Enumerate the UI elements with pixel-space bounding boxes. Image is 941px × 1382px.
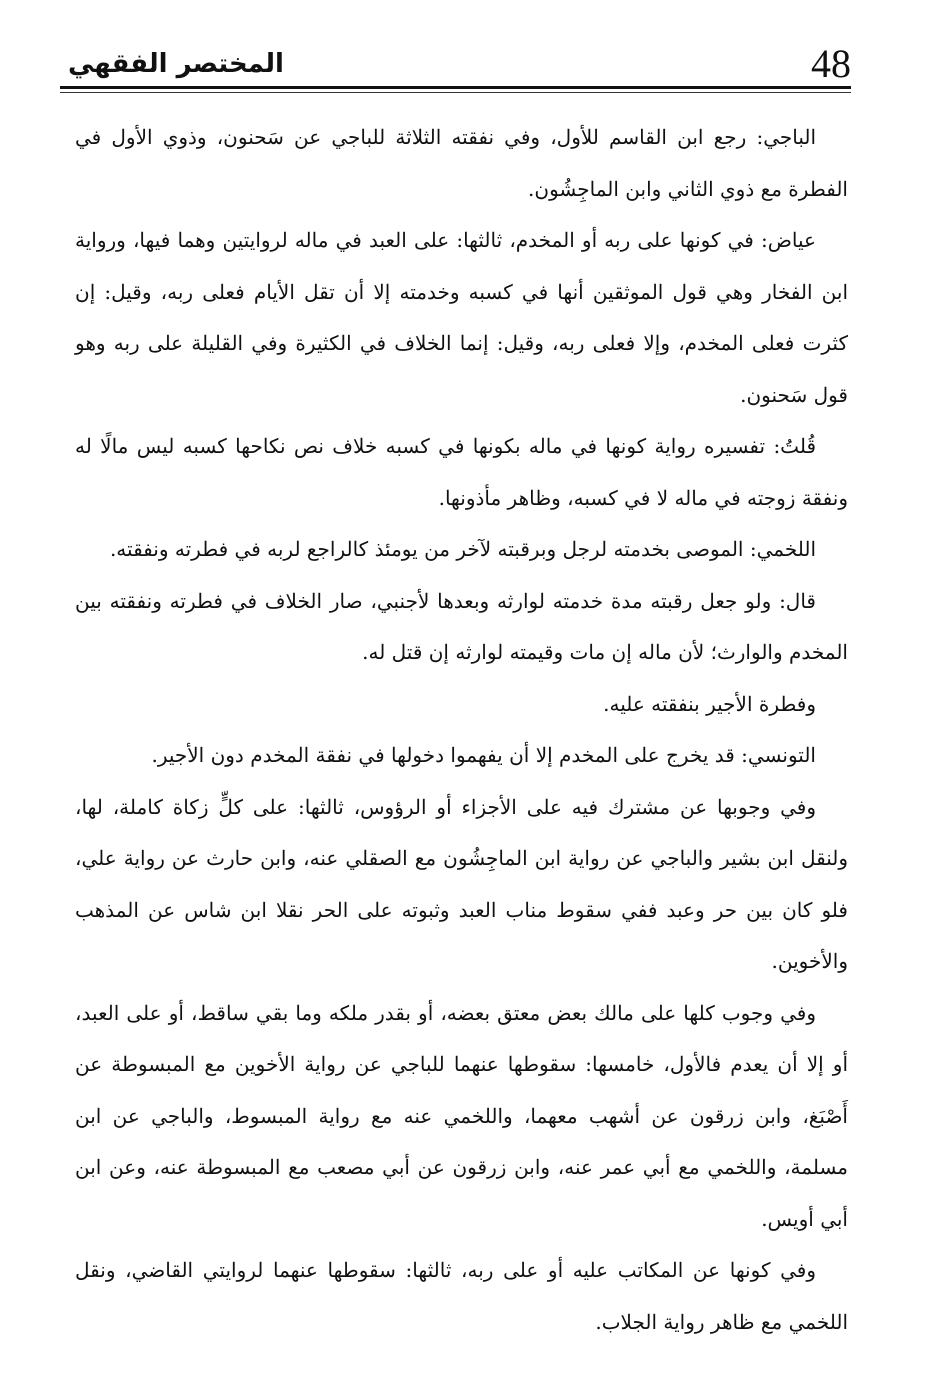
paragraph: اللخمي: الموصى بخدمته لرجل وبرقبته لآخر من يومئذ كالراجع لربه في فطرته ونفقته. (109, 537, 816, 561)
header-divider (60, 86, 851, 89)
paragraph: وفي وجوب كلها على مالك بعض معتق بعضه، أو بقدر ملكه وما بقي ساقط، أو على العبد، أو إلا أن يعدم فالأول، خامسها: سقوطها عنهما للباجي عن رواية الأخوين مع المبسوطة عن أَصْبَغ، وابن زرقون عن أشهب معهما، واللخمي عنه مع رواية المبسوط، والباجي عن ابن مسلمة، واللخمي مع أبي عمر عنه، وابن زرقون عن أبي مصعب مع المبسوطة عنه، وعن ابن أبي أويس. (75, 1000, 848, 1231)
paragraph: قال: ولو جعل رقبته مدة خدمته لوارثه وبعدها لأجنبي، صار الخلاف في فطرته ونفقته بين المخدم والوارث؛ لأن ماله إن مات وقيمته لوارثه إن قتل له. (75, 588, 848, 664)
paragraph: وفطرة الأجير بنفقته عليه. (603, 691, 816, 716)
running-title: المختصر الفقهي (68, 49, 284, 79)
paragraph: عياض: في كونها على ربه أو المخدم، ثالثها: على العبد في ماله لروايتين وهما فيها، ورواية ابن الفخار وهي قول الموثقين أنها في كسبه وخدمته إلا أن تقل الأيام فعلى ربه، وقيل: إن كثرت فعلى المخدم، وإلا فعلى ربه، وقيل: إنما الخلاف في الكثيرة وفي القليلة على ربه وهو قول سَحنون. (75, 228, 848, 407)
paragraph: وفي وجوبها عن مشترك فيه على الأجزاء أو الرؤوس، ثالثها: على كلٍّ زكاة كاملة، لها، ولنقل ابن بشير والباجي عن رواية ابن الماجِشُون مع الصقلي عنه، وابن حارث عن رواية علي، فلو كان بين حر وعبد ففي سقوط مناب العبد وثبوته على الحر نقلا ابن شاس عن المذهب والأخوين. (75, 794, 848, 973)
paragraph: التونسي: قد يخرج على المخدم إلا أن يفهموا دخولها في نفقة المخدم دون الأجير. (151, 743, 816, 767)
header-divider-thin (60, 92, 851, 93)
paragraph: وفي كونها عن المكاتب عليه أو على ربه، ثالثها: سقوطها عنهما لروايتي القاضي، ونقل اللخمي مع ظاهر رواية الجلاب. (75, 1258, 848, 1334)
page-body (75, 112, 848, 1348)
page-number: 48 (811, 41, 851, 86)
paragraph: الباجي: رجع ابن القاسم للأول، وفي نفقته الثلاثة للباجي عن سَحنون، وذوي الأول في الفطرة مع ذوي الثاني وابن الماجِشُون. (75, 125, 848, 201)
paragraph: قُلتُ: تفسيره رواية كونها في ماله بكونها في كسبه خلاف نص نكاحها كسبه ليس مالًا له ونفقة زوجته في ماله لا في كسبه، وظاهر مأذونها. (75, 434, 848, 510)
